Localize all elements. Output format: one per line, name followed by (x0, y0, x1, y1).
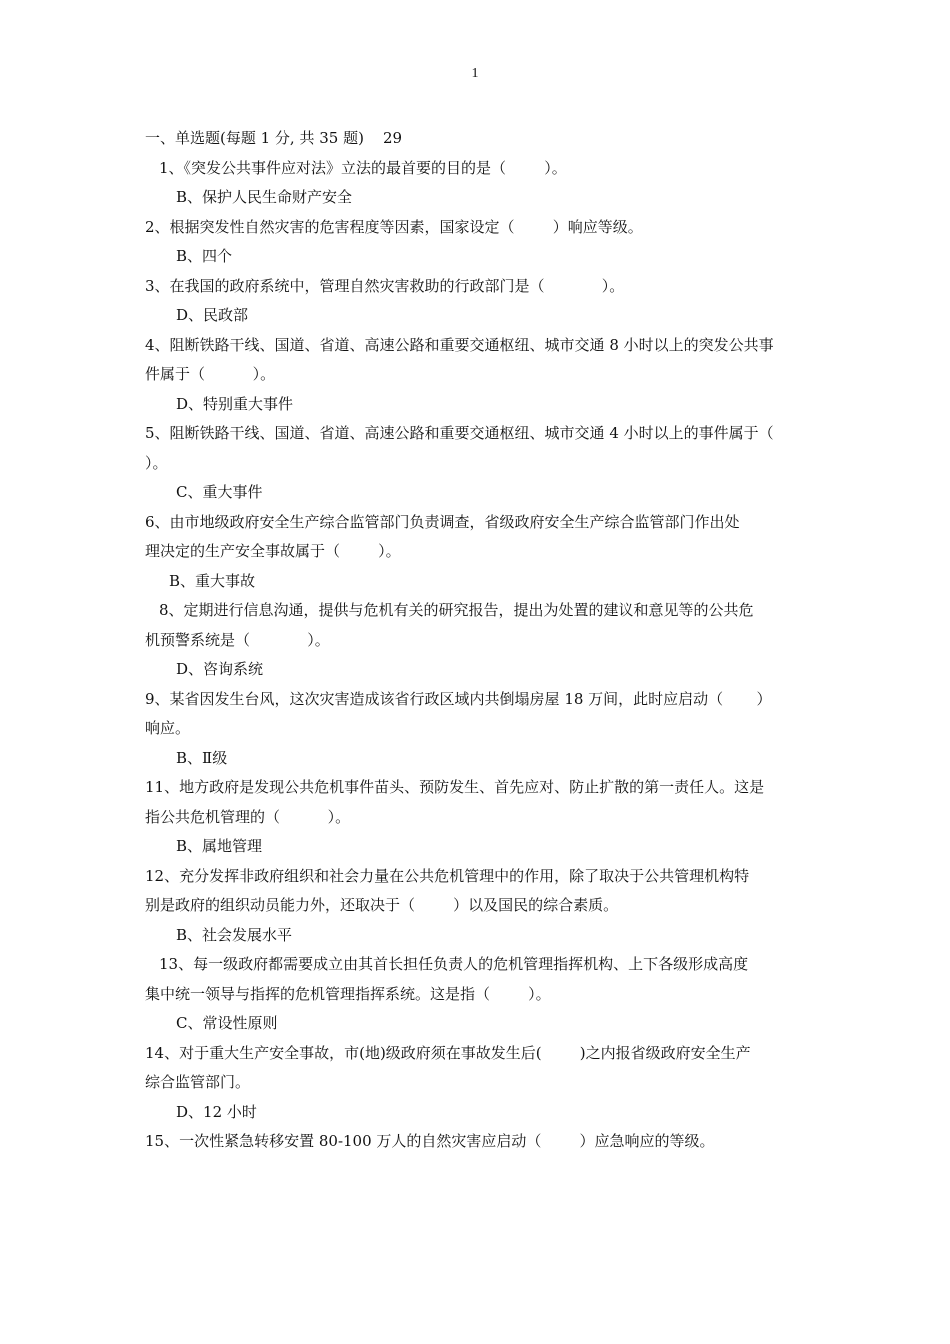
question-text-continued: 理决定的生产安全事故属于（ ）。 (145, 542, 401, 560)
answer-text: B、属地管理 (176, 837, 263, 855)
answer-text: B、社会发展水平 (176, 925, 293, 944)
question-text: 9、某省因发生台风，这次灾害造成该省行政区域内共倒塌房屋 18 万间，此时应启动（ ） (145, 689, 772, 708)
answer-text: B、Ⅱ级 (176, 748, 228, 767)
answer-text: D、12 小时 (176, 1102, 257, 1121)
answer-text: B、四个 (176, 247, 233, 265)
question-text-continued: 指公共危机管理的（ ）。 (145, 807, 351, 826)
question-text: 14、对于重大生产安全事故，市(地)级政府须在事故发生后( )之内报省级政府安全生产 (145, 1043, 751, 1062)
question-text: 12、充分发挥非政府组织和社会力量在公共危机管理中的作用，除了取决于公共管理机构特 (145, 866, 750, 885)
question-text: 13、每一级政府都需要成立由其首长担任负责人的危机管理指挥机构、上下各级形成高度 (159, 955, 749, 973)
answer-text: B、保护人民生命财产安全 (176, 188, 353, 206)
answer-text: B、重大事故 (169, 571, 256, 590)
question-text: 3、在我国的政府系统中，管理自然灾害救助的行政部门是（ ）。 (145, 276, 625, 295)
question-text-continued: 集中统一领导与指挥的危机管理指挥系统。这是指（ ）。 (145, 984, 551, 1003)
question-text-continued: 综合监管部门。 (145, 1073, 251, 1091)
answer-text: D、咨询系统 (176, 660, 264, 678)
question-text: 8、定期进行信息沟通，提供与危机有关的研究报告，提出为处置的建议和意见等的公共危 (159, 601, 754, 619)
question-text-continued: 响应。 (145, 719, 191, 737)
question-text: 4、阻断铁路干线、国道、省道、高速公路和重要交通枢纽、城市交通 8 小时以上的突发公共事 (145, 335, 774, 354)
document-body (145, 124, 810, 1157)
question-text: 6、由市地级政府安全生产综合监管部门负责调查，省级政府安全生产综合监管部门作出处 (145, 512, 740, 531)
section-heading: 一、单选题(每题 1 分, 共 35 题) 29 (145, 129, 403, 147)
question-text-continued: 机预警系统是（ ）。 (145, 630, 330, 649)
answer-text: C、重大事件 (176, 483, 263, 501)
answer-text: C、常设性原则 (176, 1014, 278, 1032)
page-number: 1 (471, 66, 479, 81)
question-text-continued: ）。 (145, 453, 168, 472)
question-text: 15、一次性紧急转移安置 80-100 万人的自然灾害应启动（ ）应急响应的等级。 (145, 1132, 715, 1150)
question-text: 11、地方政府是发现公共危机事件苗头、预防发生、首先应对、防止扩散的第一责任人。这是 (145, 778, 765, 796)
question-text-continued: 别是政府的组织动员能力外，还取决于（ ）以及国民的综合素质。 (145, 896, 619, 914)
question-text: 1、《突发公共事件应对法》立法的最首要的目的是（ ）。 (159, 158, 567, 177)
answer-text: D、民政部 (176, 306, 249, 324)
question-text: 2、根据突发性自然灾害的危害程度等因素，国家设定（ ）响应等级。 (145, 217, 643, 236)
answer-text: D、特别重大事件 (176, 394, 294, 413)
question-text-continued: 件属于（ ）。 (145, 365, 276, 383)
question-text: 5、阻断铁路干线、国道、省道、高速公路和重要交通枢纽、城市交通 4 小时以上的事件属于（ (145, 424, 774, 442)
